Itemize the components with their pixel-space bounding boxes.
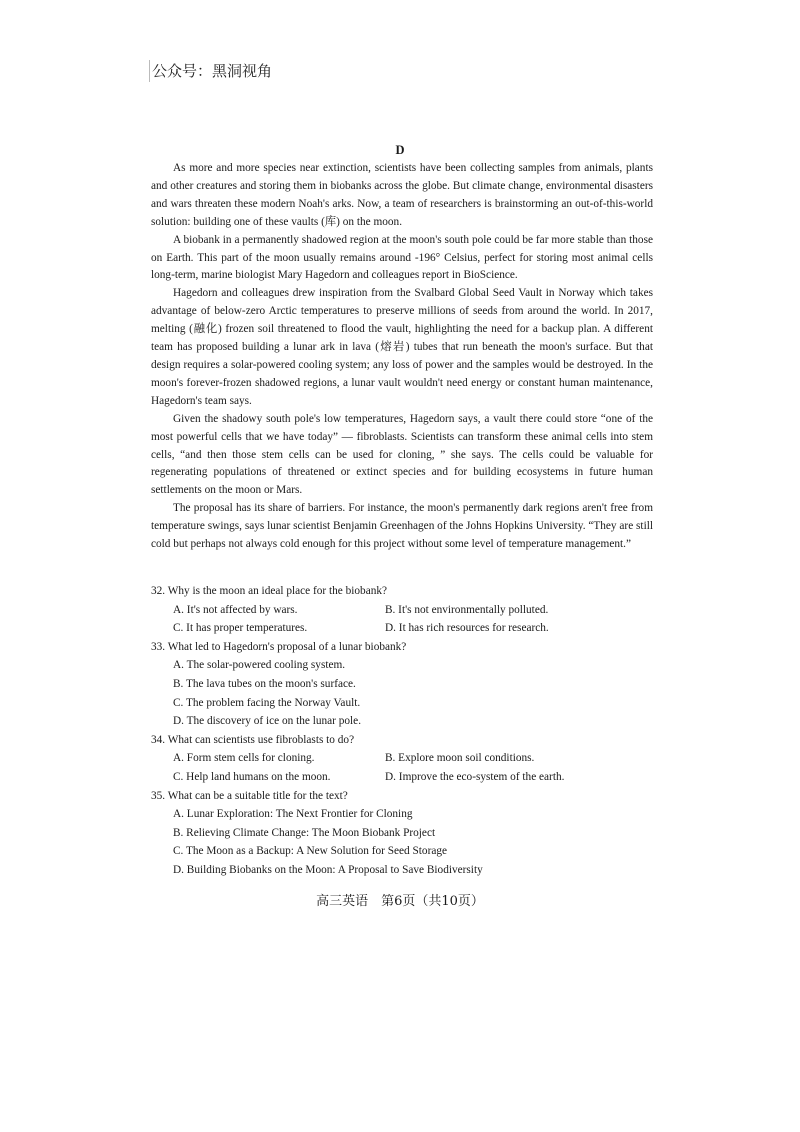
- answer-option: D. It has rich resources for research.: [385, 622, 549, 635]
- question-block: [151, 582, 653, 638]
- reading-passage: [151, 160, 653, 554]
- question-block: [151, 787, 653, 880]
- section-letter: D: [395, 143, 405, 157]
- answer-option: B. It's not environmentally polluted.: [385, 603, 549, 616]
- answer-option: B. The lava tubes on the moon's surface.: [173, 677, 356, 690]
- answer-option: D. The discovery of ice on the lunar pole.: [173, 715, 362, 728]
- passage-paragraph: As more and more species near extinction, scientists have been collecting samples from animals, plants and other creatures and storing them in biobanks across the globe. But climate change, environmental disasters and wars threaten these modern Noah's arks. Now, a team of researchers is brainstorming an out-of-this-world solution: building one of these vaults (库) on the moon.: [151, 162, 653, 228]
- question-block: [151, 731, 653, 787]
- answer-option: D. Building Biobanks on the Moon: A Proposal to Save Biodiversity: [173, 863, 483, 876]
- answer-option: B. Explore moon soil conditions.: [385, 752, 535, 765]
- passage-paragraph: Given the shadowy south pole's low temperatures, Hagedorn says, a vault there could store “one of the most powerful cells that we have today” — fibroblasts. Scientists can transform these animal cells into stem cells, “and then those stem cells can be used for cloning, ” she says. The cells could be valuable for regenerating populations of threatened or extinct species and for building ecosystems in future human settlements on the moon or Mars.: [151, 412, 653, 497]
- passage-paragraph: Hagedorn and colleagues drew inspiration from the Svalbard Global Seed Vault in Norway which takes advantage of below-zero Arctic temperatures to preserve millions of seeds from around the world. In 2017, melting (融化) frozen soil threatened to flood the vault, highlighting the need for a backup plan. A different team has proposed building a lunar ark in lava (熔岩) tubes that run beneath the moon's surface. But that design requires a solar-powered cooling system; any loss of power and the samples would be destroyed. In the moon's forever-frozen shadowed regions, a lunar vault wouldn't need energy or constant human maintenance, Hagedorn's team says.: [151, 287, 653, 407]
- question-list: [151, 582, 653, 880]
- question-stem: 32. Why is the moon an ideal place for the biobank?: [151, 585, 388, 597]
- answer-option: C. Help land humans on the moon.: [173, 770, 331, 783]
- answer-option: A. Form stem cells for cloning.: [173, 752, 315, 765]
- answer-option: C. The Moon as a Backup: A New Solution for Seed Storage: [173, 845, 448, 858]
- question-stem: 34. What can scientists use fibroblasts to do?: [151, 733, 355, 746]
- answer-option: D. Improve the eco-system of the earth.: [385, 770, 565, 783]
- answer-option: C. The problem facing the Norway Vault.: [173, 696, 361, 709]
- passage-paragraph: The proposal has its share of barriers. For instance, the moon's permanently dark regions aren't free from temperature swings, says lunar scientist Benjamin Greenhagen of the Johns Hopkins University. “They are still cold but perhaps not always cold enough for this project without some level of temperature management.”: [151, 502, 653, 551]
- page-footer: 高三英语 第6页（共10页）: [316, 894, 484, 909]
- question-block: [151, 638, 653, 731]
- answer-option: A. The solar-powered cooling system.: [173, 659, 346, 672]
- answer-option: A. It's not affected by wars.: [173, 603, 298, 616]
- answer-option: C. It has proper temperatures.: [173, 622, 308, 635]
- answer-option: A. Lunar Exploration: The Next Frontier for Cloning: [173, 808, 413, 821]
- question-stem: 35. What can be a suitable title for the text?: [151, 789, 348, 802]
- question-stem: 33. What led to Hagedorn's proposal of a lunar biobank?: [151, 640, 407, 653]
- answer-option: B. Relieving Climate Change: The Moon Biobank Project: [173, 826, 436, 839]
- watermark-text: 公众号：黑洞视角: [149, 60, 272, 82]
- passage-paragraph: A biobank in a permanently shadowed region at the moon's south pole could be far more stable than those on Earth. This part of the moon usually remains around -196° Celsius, perfect for storing most animal cells long-term, marine biologist Mary Hagedorn and colleagues report in BioScience.: [151, 233, 653, 282]
